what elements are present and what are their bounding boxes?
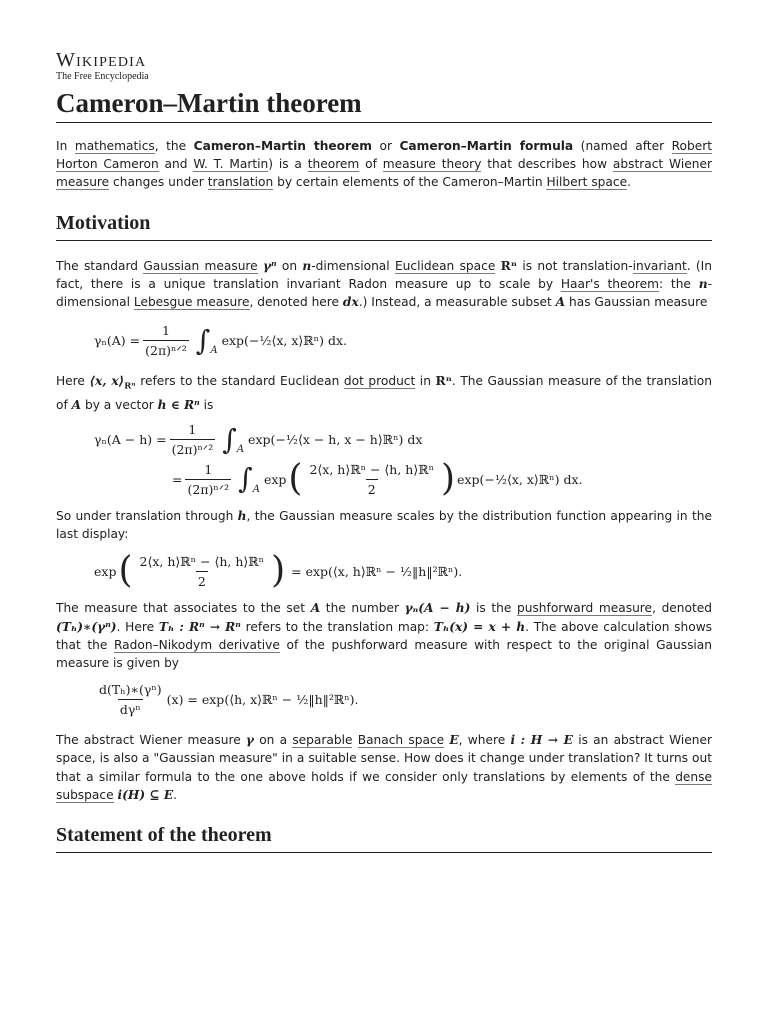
- link-mathematics[interactable]: mathematics: [74, 139, 155, 153]
- link-pushforward-measure[interactable]: pushforward measure: [517, 601, 653, 616]
- link-invariant[interactable]: invariant: [632, 258, 687, 273]
- motivation-paragraph-2: Here ⟨x, $x⟩_{R^n}$ refers to the standard Euclidean dot product in Rⁿ. The Gaussian measure of the translation of A by a vector h ∈ Rⁿ is: [56, 374, 712, 412]
- motivation-paragraph-5: The abstract Wiener measure γ on a separable Banach space E, where i : H → E is an abstract Wiener space, is also a "Gaussian measure" in a suitable sense. How does it change under translation? It turns out that a similar formula to the one above holds if we consider only translations by elements of the dense subspace i(H) ⊆ E.: [56, 733, 712, 802]
- motivation-paragraph-3: So under translation through h, the Gaussian measure scales by the distribution function appearing in the last display:: [56, 509, 712, 542]
- link-separable[interactable]: separable: [292, 733, 353, 748]
- intro-paragraph: In mathematics, the Cameron–Martin theorem or Cameron–Martin formula (named after Robert Horton Cameron and W. T. Martin) is a theorem of measure theory that describes how abstract Wiener measure changes under translation by certain elements of the Cameron–Martin Hilbert space.: [56, 139, 712, 190]
- motivation-paragraph-1: The standard Gaussian measure γⁿ on n-dimensional Euclidean space Rⁿ is not translation-invariant. (In fact, there is a unique translation invariant Radon measure up to scale by Haar's theorem: the n-dimensional Lebesgue measure, denoted here dx.) Instead, a measurable subset A has Gaussian measure: [56, 258, 713, 310]
- link-haars-theorem[interactable]: Haar's theorem: [560, 276, 660, 291]
- link-abstract-wiener-measure[interactable]: abstract Wiener measure: [56, 157, 712, 190]
- link-dot-product[interactable]: dot product: [343, 374, 416, 389]
- link-euclidean-space[interactable]: Euclidean space: [394, 258, 496, 273]
- link-radon-nikodym-derivative[interactable]: Radon–Nikodym derivative: [113, 637, 280, 652]
- wikipedia-logo[interactable]: [56, 50, 712, 82]
- link-wt-martin[interactable]: W. T. Martin: [193, 157, 269, 172]
- equation-gaussian-measure: γₙ(A) = $\frac{1}{\text{(2π)ⁿᐟ²}}$ ∫ A exp(−½⟨x, x⟩ℝⁿ) dx.: [94, 323, 347, 359]
- section-heading-motivation: Motivation: [56, 210, 712, 241]
- link-theorem[interactable]: theorem: [307, 157, 360, 172]
- logo-tagline: The Free Encyclopedia: [56, 71, 149, 82]
- equation-distribution-function: exp ( $\frac{\text{2⟨x, h⟩ℝⁿ − ⟨h, h⟩ℝⁿ}}{2}$ ) = exp(⟨x, h⟩ℝⁿ − ½‖h‖²ℝⁿ).: [94, 550, 463, 592]
- equation-radon-nikodym: $\frac{\text{d(Tₕ)∗(γⁿ)}}{\text{dγⁿ}}$ (x) = exp(⟨h, x⟩ℝⁿ − ½‖h‖²ℝⁿ).: [99, 682, 359, 718]
- equation-translated-measure: γₙ(A − h) = $\frac{1}{\text{(2π)ⁿᐟ²}}$ ∫ A exp(−½⟨x − h, x − h⟩ℝⁿ) dx = $\frac{1}{\text{(2π)ⁿᐟ²}}$ ∫ A exp ( $\frac{\text{2⟨x, h⟩ℝⁿ − ⟨h, h⟩ℝⁿ}}{2}$ ) exp(−½⟨x, x⟩ℝⁿ) dx.: [94, 422, 583, 500]
- section-heading-statement: Statement of the theorem: [56, 822, 712, 853]
- logo-wordmark: Wikipedia: [56, 49, 147, 71]
- link-translation[interactable]: translation: [207, 175, 274, 190]
- link-hilbert-space[interactable]: Hilbert space: [546, 175, 628, 190]
- article: [56, 0, 712, 853]
- link-gaussian-measure[interactable]: Gaussian measure: [143, 258, 258, 273]
- motivation-paragraph-4: The measure that associates to the set A the number γₙ(A − h) is the pushforward measure, denoted (Tₕ)∗(γⁿ). Here Tₕ : Rⁿ → Rⁿ refers to the translation map: Tₕ(x) = x + h. The above calculation shows that the Radon–Nikodym derivative of the pushforward measure with respect to the original Gaussian measure is given by: [56, 601, 713, 671]
- link-measure-theory[interactable]: measure theory: [382, 157, 482, 172]
- link-lebesgue-measure[interactable]: Lebesgue measure: [133, 295, 250, 310]
- link-dense-subspace[interactable]: dense subspace: [56, 769, 712, 802]
- page-title: Cameron–Martin theorem: [56, 86, 712, 123]
- link-banach-space[interactable]: Banach space: [357, 733, 445, 748]
- link-robert-horton-cameron[interactable]: Robert Horton Cameron: [56, 139, 712, 172]
